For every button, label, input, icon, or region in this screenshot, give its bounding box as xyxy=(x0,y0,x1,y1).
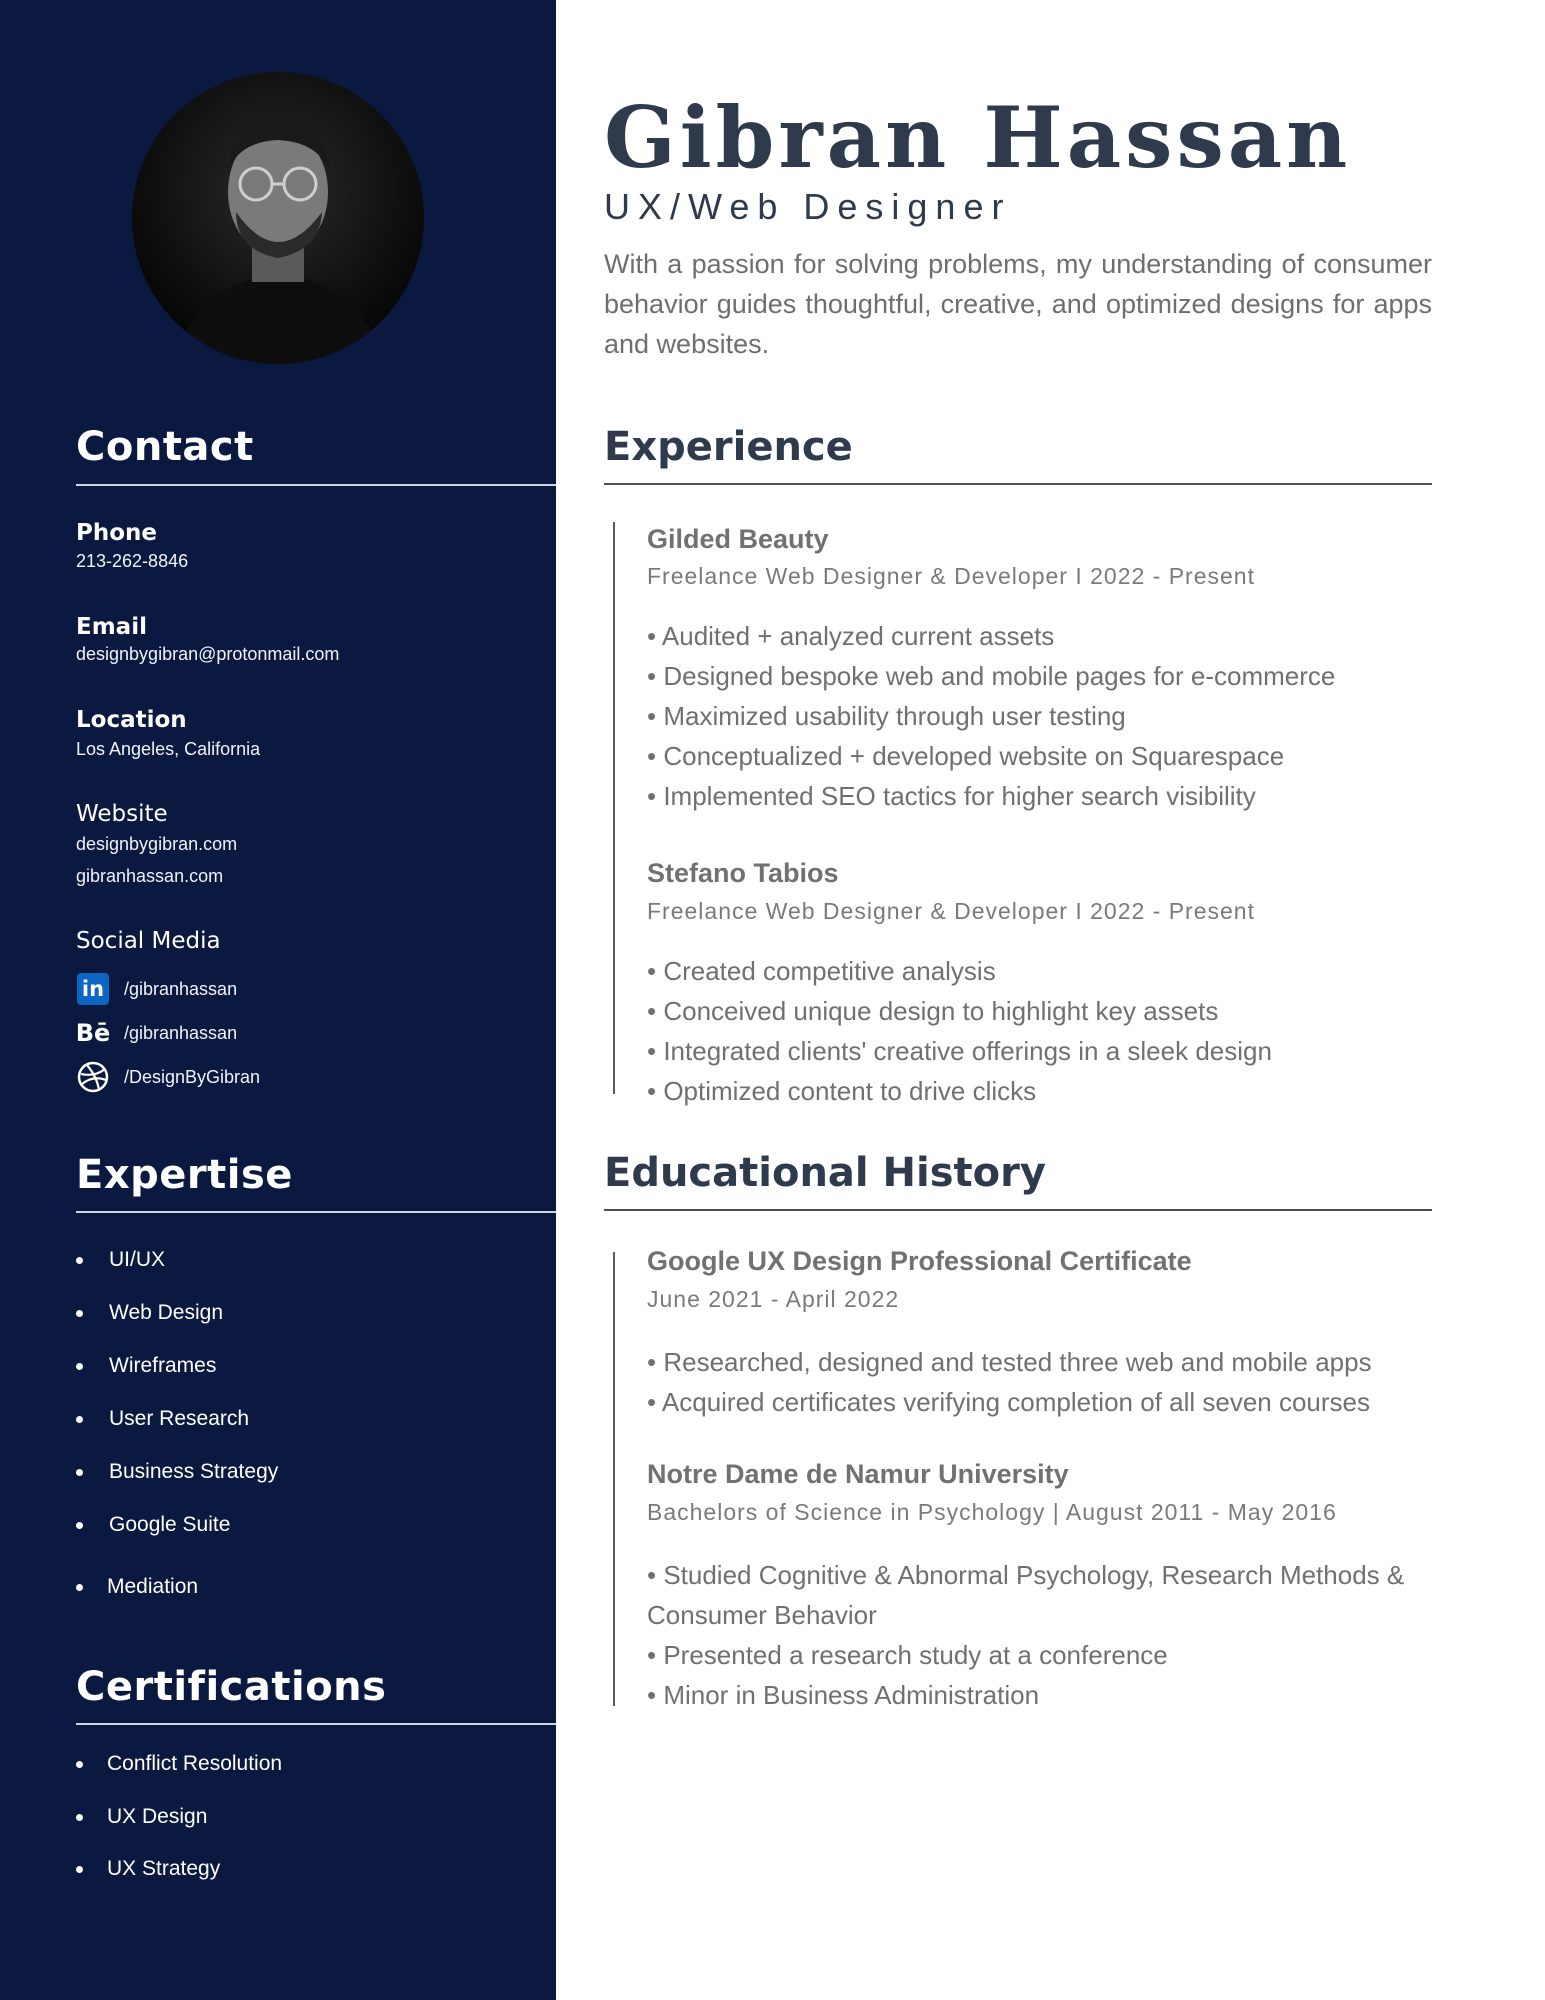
profile-photo xyxy=(132,72,424,364)
expertise-item: Web Design xyxy=(76,1301,223,1325)
education-subtitle: June 2021 - April 2022 xyxy=(647,1286,900,1312)
job-bullets xyxy=(647,951,1437,1111)
linkedin-icon: in xyxy=(76,972,110,1006)
expertise-item: Mediation xyxy=(76,1575,198,1599)
job-bullets xyxy=(647,616,1437,816)
portrait-image xyxy=(132,72,424,364)
expertise-item: Wireframes xyxy=(76,1354,216,1378)
list-item: • Studied Cognitive & Abnormal Psychology, Research Methods & Consumer Behavior xyxy=(647,1560,1405,1630)
certifications-heading: Certifications xyxy=(76,1664,387,1710)
experience-timeline-line xyxy=(613,522,615,1094)
expertise-item: User Research xyxy=(76,1407,249,1431)
linkedin-handle[interactable]: /gibranhassan xyxy=(124,978,238,999)
job-company: Gilded Beauty xyxy=(647,524,829,554)
certification-item: Conflict Resolution xyxy=(76,1752,282,1776)
expertise-divider xyxy=(76,1211,556,1213)
website-link-1[interactable]: designbygibran.com xyxy=(76,834,238,854)
certification-item: UX Design xyxy=(76,1805,207,1829)
full-name: Gibran Hassan xyxy=(604,88,1352,187)
location-value: Los Angeles, California xyxy=(76,739,261,759)
education-subtitle: Bachelors of Science in Psychology | August 2011 - May 2016 xyxy=(647,1499,1337,1525)
social-linkedin[interactable] xyxy=(76,972,237,1006)
list-item: • Audited + analyzed current assets xyxy=(647,621,1055,651)
education-timeline-line xyxy=(613,1252,615,1706)
profile-summary: With a passion for solving problems, my understanding of consumer behavior guides thoughtful, creative, and optimized designs for apps and websites. xyxy=(604,249,1432,359)
experience-heading: Experience xyxy=(604,424,853,470)
education-divider xyxy=(604,1209,1432,1211)
list-item: • Minor in Business Administration xyxy=(647,1680,1040,1710)
contact-heading: Contact xyxy=(76,424,254,470)
website-label: Website xyxy=(76,801,168,827)
behance-handle[interactable]: /gibranhassan xyxy=(124,1022,238,1043)
job-subtitle: Freelance Web Designer & Developer I 2022 - Present xyxy=(647,563,1255,589)
list-item: • Implemented SEO tactics for higher search visibility xyxy=(647,781,1256,811)
job-title: UX/Web Designer xyxy=(604,186,1012,227)
list-item: • Acquired certificates verifying completion of all seven courses xyxy=(647,1387,1370,1417)
certification-item: UX Strategy xyxy=(76,1857,220,1881)
expertise-item: Google Suite xyxy=(76,1513,230,1537)
expertise-heading: Expertise xyxy=(76,1152,293,1198)
list-item: • Created competitive analysis xyxy=(647,956,996,986)
contact-divider xyxy=(76,484,556,486)
email-value[interactable]: designbygibran@protonmail.com xyxy=(76,644,340,664)
phone-label: Phone xyxy=(76,520,158,546)
social-dribbble[interactable] xyxy=(76,1060,260,1094)
education-heading: Educational History xyxy=(604,1150,1046,1196)
dribbble-handle[interactable]: /DesignByGibran xyxy=(124,1066,261,1087)
dribbble-icon xyxy=(76,1060,110,1094)
job-company: Stefano Tabios xyxy=(647,858,839,888)
job-subtitle: Freelance Web Designer & Developer I 2022 - Present xyxy=(647,898,1255,924)
sidebar xyxy=(0,0,556,2000)
phone-value: 213-262-8846 xyxy=(76,551,189,571)
certifications-divider xyxy=(76,1723,556,1725)
website-link-2[interactable]: gibranhassan.com xyxy=(76,866,224,886)
social-media-label: Social Media xyxy=(76,928,221,954)
behance-icon: Bē xyxy=(75,1019,111,1047)
education-title: Notre Dame de Namur University xyxy=(647,1459,1069,1489)
list-item: • Designed bespoke web and mobile pages for e-commerce xyxy=(647,661,1336,691)
expertise-item: Business Strategy xyxy=(76,1460,278,1484)
experience-divider xyxy=(604,483,1432,485)
education-bullets xyxy=(647,1555,1437,1715)
list-item: • Researched, designed and tested three web and mobile apps xyxy=(647,1347,1372,1377)
list-item: • Integrated clients' creative offerings in a sleek design xyxy=(647,1036,1272,1066)
list-item: • Presented a research study at a conference xyxy=(647,1640,1168,1670)
education-bullets xyxy=(647,1342,1437,1422)
location-label: Location xyxy=(76,707,187,733)
email-label: Email xyxy=(76,614,147,640)
list-item: • Conceived unique design to highlight key assets xyxy=(647,996,1219,1026)
expertise-item: UI/UX xyxy=(76,1248,165,1272)
list-item: • Optimized content to drive clicks xyxy=(647,1076,1037,1106)
list-item: • Maximized usability through user testing xyxy=(647,701,1126,731)
social-behance[interactable] xyxy=(76,1016,237,1050)
education-title: Google UX Design Professional Certificate xyxy=(647,1246,1192,1276)
list-item: • Conceptualized + developed website on Squarespace xyxy=(647,741,1285,771)
